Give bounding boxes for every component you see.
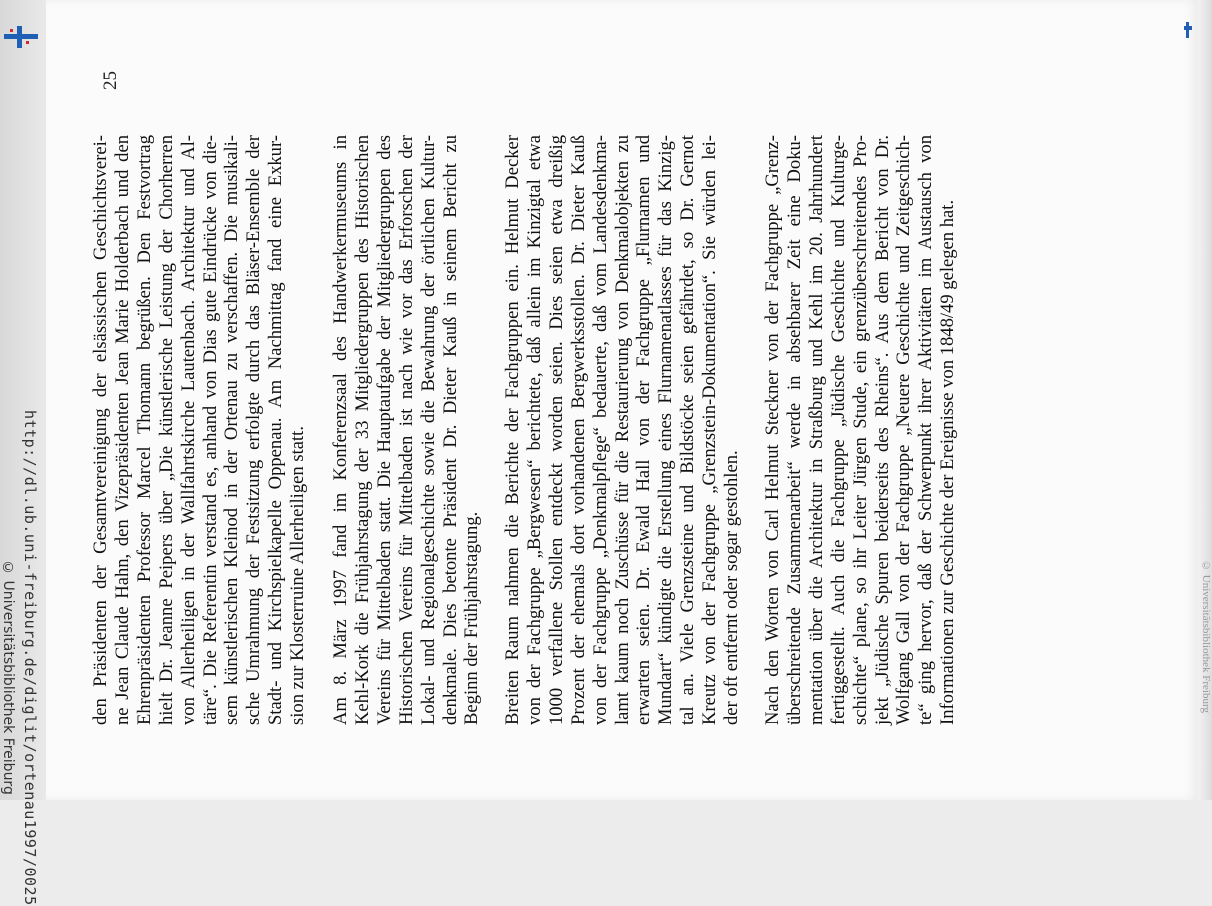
- text-line: Nach den Worten von Carl Helmut Steckner von der Fachgruppe „Grenz-: [762, 135, 783, 725]
- text-line: Stadt- und Kirchspielkapelle Oppenau. Am Nachmittag fand eine Exkur-: [265, 135, 287, 725]
- rotated-text-page: [90, 71, 1090, 725]
- text-line: Prozent der ehemals dort vorhandenen Bergwerksstollen. Dr. Dieter Kauß: [567, 135, 589, 725]
- text-line: Breiten Raum nahmen die Berichte der Fachgruppen ein. Helmut Decker: [502, 135, 523, 725]
- text-line: mentation über die Architektur in Straßburg und Kehl im 20. Jahrhundert: [805, 135, 827, 725]
- bleed-through-text: © Universitätsbibliothek Freiburg: [1200, 560, 1212, 713]
- text-line: Beginn der Frühjahrstagung.: [461, 511, 483, 725]
- page-number: 25: [100, 71, 121, 90]
- text-line: Kehl-Kork die Frühjahrstagung der 33 Mitgliedergruppen des Historischen: [351, 135, 373, 725]
- text-line: Mundart“ kündigte die Erstellung eines Flurnamenatlasses für das Kinzig-: [655, 135, 677, 725]
- text-line: Kreutz von der Fachgruppe „Grenzstein-Dokumentation“. Sie würden lei-: [699, 135, 721, 725]
- text-line: Ehrenpräsidenten Professor Marcel Thomann begrüßen. Den Festvortrag: [133, 135, 155, 725]
- text-line: den Präsidenten der Gesamtvereinigung der elsässischen Geschichtsverei-: [90, 135, 111, 725]
- text-line: überschreitende Zusammenarbeit“ werde in absehbarer Zeit eine Doku-: [783, 135, 805, 725]
- text-line: von der Fachgruppe „Bergwesen“ berichtete, daß allein im Kinzigtal etwa: [523, 135, 545, 725]
- paragraph-3: [502, 135, 743, 725]
- text-line: Wolfgang Gall von der Fachgruppe „Neuere Geschichte und Zeitgeschich-: [893, 135, 915, 725]
- text-line: 1000 verfallene Stollen entdeckt worden seien. Dies seien etwa dreißig: [545, 135, 567, 725]
- text-line: Historischen Vereins für Mittelbaden ist nach wie vor das Erforschen der: [395, 135, 417, 725]
- text-line: jekt „Jüdische Spuren beiderseits des Rheins“. Aus dem Bericht von Dr.: [871, 135, 893, 725]
- copyright-text: © Universitätsbibliothek Freiburg: [0, 560, 16, 795]
- text-line: täre“. Die Referentin verstand es, anhand von Dias gute Eindrücke von die-: [199, 135, 221, 725]
- text-line: der oft entfernt oder sogar gestohlen.: [721, 450, 743, 725]
- text-line: erwarten seien. Dr. Ewald Hall von der Fachgruppe „Flurnamen und: [633, 135, 655, 725]
- text-line: von Allerheiligen in der Wallfahrtskirche Lautenbach. Architektur und Al-: [177, 135, 199, 725]
- viewer-side-strip: [0, 0, 46, 906]
- text-line: sem künstlerischen Kleinod in der Ortenau zu verschaffen. Die musikali-: [221, 135, 243, 725]
- text-line: Lokal- und Regionalgeschichte sowie die Bewahrung der örtlichen Kultur-: [417, 135, 439, 725]
- text-line: denkmale. Dies betonte Präsident Dr. Dieter Kauß in seinem Bericht zu: [439, 135, 461, 725]
- page-url[interactable]: http://dl.ub.uni-freiburg.de/diglit/ortenau1997/0025: [21, 410, 39, 906]
- text-line: Vereins für Mittelbaden statt. Die Hauptaufgabe der Mitgliedergruppen des: [373, 135, 395, 725]
- paragraph-2: [330, 135, 483, 725]
- text-line: von der Fachgruppe „Denkmalpflege“ bedauerte, daß vom Landesdenkma-: [589, 135, 611, 725]
- text-line: ne Jean Claude Hahn, den Vizepräsidenten Jean Marie Holderbach und den: [111, 135, 133, 725]
- library-logo-icon: [4, 26, 38, 48]
- paragraph-1: [90, 135, 309, 725]
- text-line: fertiggestellt. Auch die Fachgruppe „Jüdische Geschichte und Kulturge-: [827, 135, 849, 725]
- text-line: Am 8. März 1997 fand im Konferenzsaal des Handwerkermuseums in: [330, 135, 351, 725]
- text-line: sion zur Klosterruine Allerheiligen statt.: [287, 426, 309, 725]
- paragraph-4: [762, 135, 959, 725]
- text-line: schichte“ plane, so ihr Leiter Jürgen Stude, ein grenzüberschreitendes Pro-: [849, 135, 871, 725]
- library-logo-icon-right: [1184, 22, 1192, 38]
- text-line: te“ ging hervor, daß der Schwerpunkt ihrer Aktivitäten im Austausch von: [915, 135, 937, 725]
- text-line: Informationen zur Geschichte der Ereignisse von 1848/49 gelegen hat.: [937, 199, 959, 725]
- text-line: sche Umrahmung der Festsitzung erfolgte durch das Bläser-Ensemble der: [243, 135, 265, 725]
- text-line: hielt Dr. Jeanne Peipers über „Die künstlerische Leistung der Chorherren: [155, 135, 177, 725]
- text-line: lamt kaum noch Zuschüsse für die Restaurierung von Denkmalobjekten zu: [611, 135, 633, 725]
- text-line: tal an. Viele Grenzsteine und Bildstöcke seien gefährdet, so Dr. Gernot: [677, 135, 699, 725]
